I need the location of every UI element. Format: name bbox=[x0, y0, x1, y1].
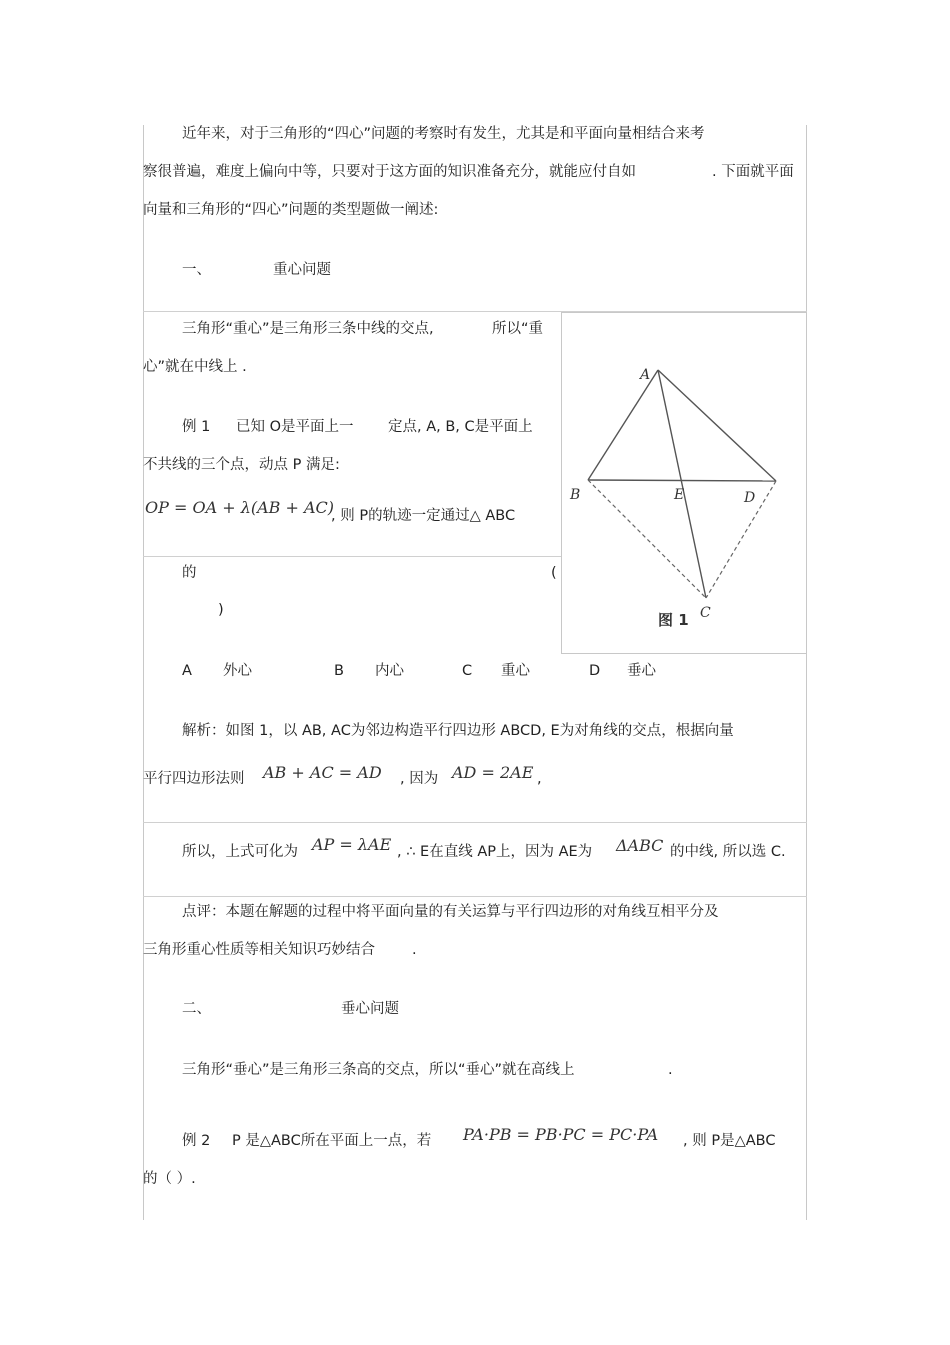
point-a-label: A bbox=[640, 367, 651, 383]
formula-pa-pb-pc: PA·PB = PB·PC = PC·PA bbox=[463, 1125, 659, 1144]
intro-line-2a: 察很普遍，难度上偏向中等，只要对于这方面的知识准备充分，就能应付自如 bbox=[143, 164, 636, 180]
option-d-letter: D bbox=[589, 663, 601, 679]
point-c-label: C bbox=[700, 605, 711, 621]
rule-3 bbox=[143, 822, 807, 823]
example2-text-2: 的（ ）. bbox=[143, 1171, 196, 1187]
formula-triangle-abc: ΔABC bbox=[616, 836, 664, 855]
section2-desc-b: . bbox=[668, 1062, 673, 1078]
figure-1-caption: 图 1 bbox=[658, 611, 689, 629]
edge-dc bbox=[706, 481, 776, 598]
section1-number: 一、 bbox=[182, 262, 211, 278]
figure-1-diagram bbox=[562, 313, 806, 653]
example1-text-b: 定点, A, B, C是平面上 bbox=[388, 419, 533, 435]
point-d-label: D bbox=[744, 490, 756, 506]
section1-title: 重心问题 bbox=[273, 262, 331, 278]
analysis-line-1: 解析：如图 1，以 AB, AC为邻边构造平行四边形 ABCD, E为对角线的交点，根据向量 bbox=[182, 723, 734, 739]
edge-ad bbox=[658, 370, 776, 481]
point-e-label: E bbox=[674, 487, 685, 503]
paren-close: ) bbox=[218, 602, 224, 618]
option-c-text: 重心 bbox=[501, 663, 530, 679]
analysis-line-2a: 平行四边形法则 bbox=[143, 771, 245, 787]
analysis-line-2b: , 因为 bbox=[400, 771, 439, 787]
option-d-text: 垂心 bbox=[627, 663, 656, 679]
section2-desc-a: 三角形“垂心”是三角形三条高的交点，所以“垂心”就在高线上 bbox=[182, 1062, 575, 1078]
section1-desc-1b: 所以“重 bbox=[492, 321, 544, 337]
option-a-text: 外心 bbox=[223, 663, 252, 679]
comment-line-2a: 三角形重心性质等相关知识巧妙结合 bbox=[143, 942, 375, 958]
formula-ap-ae: AP = λAE bbox=[312, 835, 392, 854]
option-b-text: 内心 bbox=[375, 663, 404, 679]
comment-line-2b: . bbox=[412, 942, 417, 958]
example2-text-a: P 是△ABC所在平面上一点，若 bbox=[232, 1133, 432, 1149]
figure-1 bbox=[561, 312, 807, 654]
paren-open: ( bbox=[551, 565, 557, 581]
intro-line-2b: . 下面就平面 bbox=[712, 164, 794, 180]
edge-bc bbox=[588, 480, 706, 598]
analysis-line-3b: , ∴ E在直线 AP上，因为 AE为 bbox=[397, 844, 593, 860]
analysis-line-3c: 的中线, 所以选 C. bbox=[670, 844, 786, 860]
example1-label: 例 1 bbox=[182, 419, 211, 435]
diagonal-ac bbox=[658, 370, 706, 598]
example2-text-b: , 则 P是△ABC bbox=[683, 1133, 776, 1149]
example1-de: 的 bbox=[182, 565, 197, 581]
point-b-label: B bbox=[570, 487, 581, 503]
section2-title: 垂心问题 bbox=[341, 1001, 399, 1017]
option-c-letter: C bbox=[462, 663, 473, 679]
rule-4 bbox=[143, 896, 807, 897]
section2-number: 二、 bbox=[182, 1001, 211, 1017]
option-a-letter: A bbox=[182, 663, 192, 679]
border-left bbox=[143, 125, 144, 1220]
formula-ad-2ae: AD = 2AE bbox=[452, 763, 534, 782]
analysis-line-2c: , bbox=[537, 771, 542, 787]
formula-op: OP = OA + λ(AB + AC) bbox=[145, 498, 335, 517]
edge-ab bbox=[588, 370, 658, 480]
comment-line-1: 点评：本题在解题的过程中将平面向量的有关运算与平行四边形的对角线互相平分及 bbox=[182, 904, 719, 920]
intro-line-3: 向量和三角形的“四心”问题的类型题做一阐述: bbox=[143, 202, 439, 218]
example1-text-2: 不共线的三个点，动点 P 满足: bbox=[143, 457, 340, 473]
analysis-line-3a: 所以，上式可化为 bbox=[182, 844, 298, 860]
option-b-letter: B bbox=[334, 663, 344, 679]
section1-desc-1a: 三角形“重心”是三角形三条中线的交点, bbox=[182, 321, 434, 337]
intro-line-1: 近年来，对于三角形的“四心”问题的考察时有发生，尤其是和平面向量相结合来考 bbox=[182, 126, 705, 142]
example1-text-3: , 则 P的轨迹一定通过△ ABC bbox=[331, 508, 516, 524]
border-right bbox=[806, 125, 807, 1220]
rule-2 bbox=[143, 556, 561, 557]
example1-text-a: 已知 O是平面上一 bbox=[236, 419, 354, 435]
formula-ab-ac-ad: AB + AC = AD bbox=[263, 763, 382, 782]
section1-desc-2: 心”就在中线上 . bbox=[143, 359, 247, 375]
example2-label: 例 2 bbox=[182, 1133, 211, 1149]
